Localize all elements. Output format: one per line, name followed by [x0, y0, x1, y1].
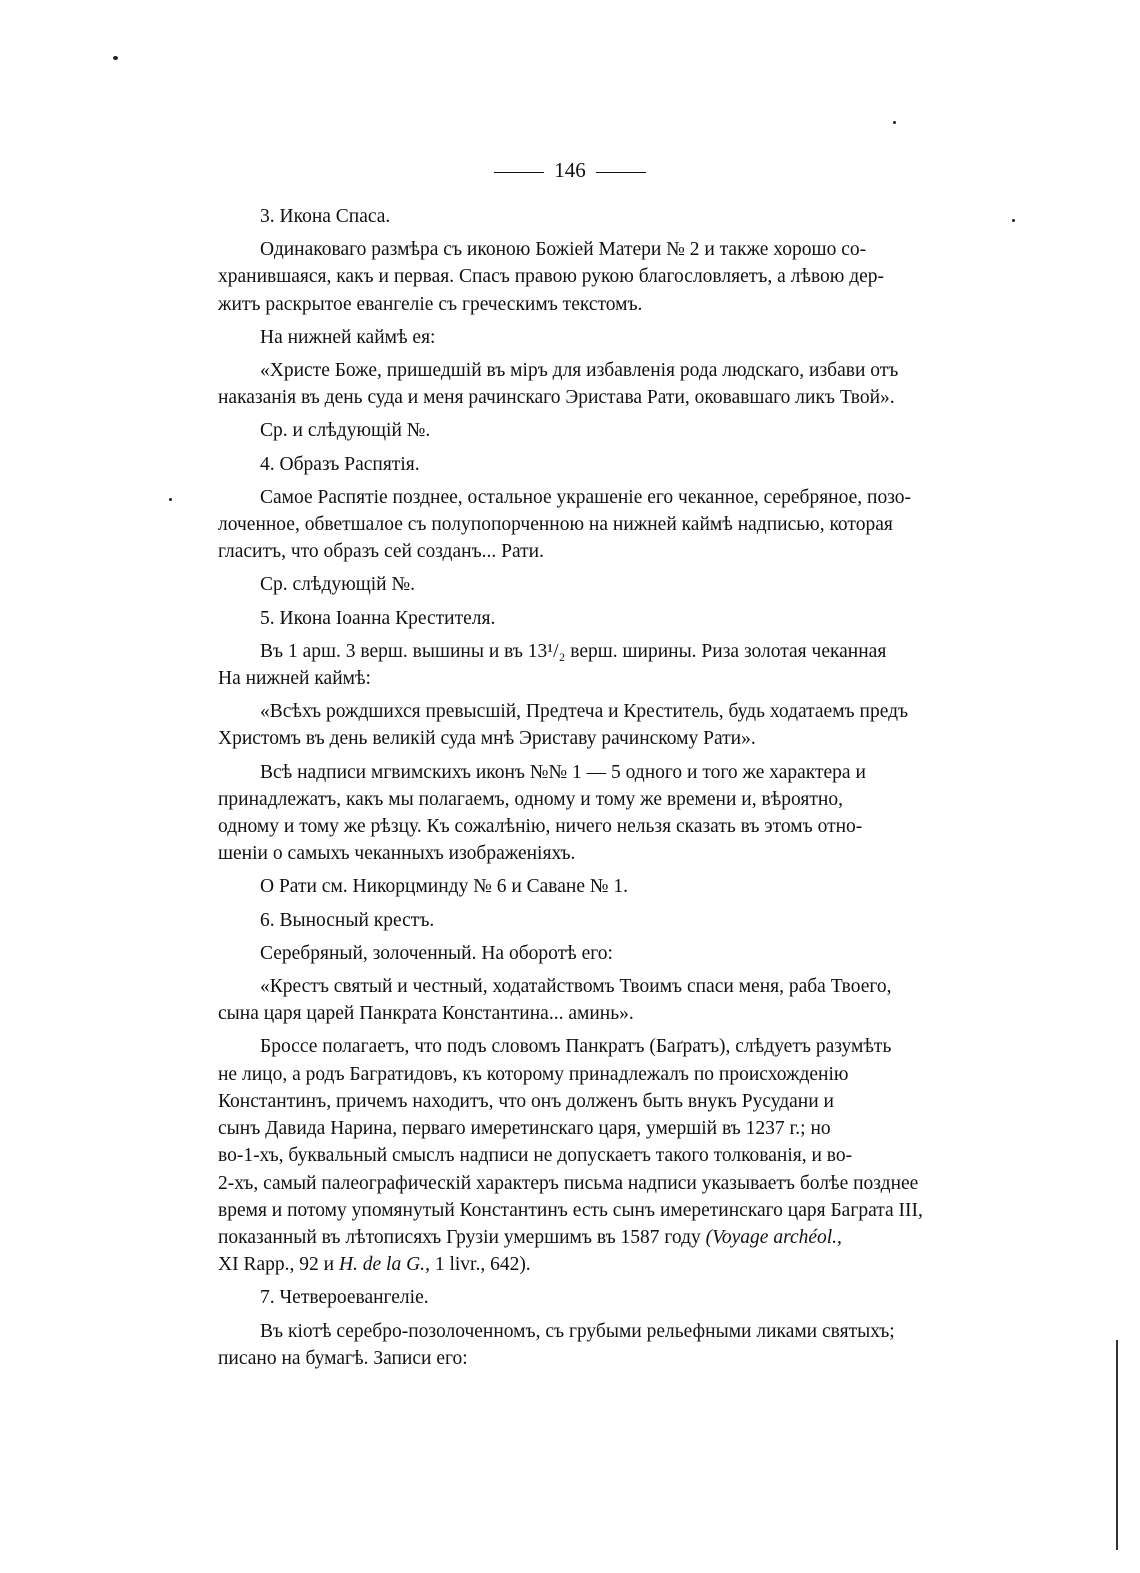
paragraph: Самое Распятіе позднее, остальное украшеніе его чеканное, серебряное, позо- лоченное, обветшалое съ полупопорченною на нижней каймѣ надписью, которая гласитъ, что образъ сей созданъ... Рати.	[218, 486, 912, 563]
section-heading: 5. Икона Іоанна Крестителя.	[260, 607, 496, 629]
page-body	[218, 203, 980, 1378]
section-heading: 4. Образъ Распятія.	[260, 453, 420, 475]
paragraph: Серебряный, золоченный. На оборотѣ его:	[260, 942, 613, 964]
scan-speck	[169, 498, 172, 501]
inscription-quote: «Всѣхъ рождшихся превысшій, Предтеча и Креститель, будь ходатаемъ предъ Христомъ въ день великій суда мнѣ Эриставу рачинскому Рати».	[218, 701, 909, 750]
header-rule-right	[596, 172, 646, 173]
paragraph: На нижней каймѣ ея:	[260, 326, 436, 348]
paragraph: Ср. слѣдующій №.	[260, 574, 415, 596]
inscription-quote: «Крестъ святый и честный, ходатайствомъ Твоимъ спаси меня, раба Твоего, сына царя царей Панкрата Константина... аминь».	[218, 976, 892, 1025]
section-heading: 7. Четвероевангеліе.	[260, 1287, 429, 1309]
paragraph: Всѣ надписи мгвимскихъ иконъ №№ 1 — 5 одного и того же характера и принадлежатъ, какъ мы полагаемъ, одному и тому же времени и, вѣроятно, одному и тому же рѣзцу. Къ сожалѣнію, ничего нельзя сказать въ этомъ отно- шеніи о самыхъ чеканныхъ изображеніяхъ.	[218, 761, 866, 865]
scan-edge-line	[1116, 1340, 1118, 1550]
page-number: 146	[554, 158, 586, 182]
section-heading: 3. Икона Спаса.	[260, 206, 391, 227]
scan-speck	[113, 56, 118, 60]
paragraph: Одинаковаго размѣра съ иконою Божіей Матери № 2 и также хорошо со- хранившаяся, какъ и первая. Спасъ правою рукою благословляетъ, а лѣвою дер- житъ раскрытое евангеліе съ греческимъ текстомъ.	[218, 239, 885, 315]
paragraph: О Рати см. Никорцминду № 6 и Саване № 1.	[260, 876, 628, 898]
paragraph: Ср. и слѣдующій №.	[260, 420, 431, 442]
section-heading: 6. Выносный крестъ.	[260, 909, 435, 931]
paragraph: Въ кіотѣ серебро-позолоченномъ, съ грубыми рельефными ликами святыхъ; писано на бумагѣ. Записи его:	[218, 1320, 895, 1369]
scan-speck	[1012, 219, 1015, 222]
page-header	[0, 158, 1140, 183]
scan-speck	[893, 121, 896, 124]
header-rule-left	[494, 172, 544, 173]
inscription-quote: «Христе Боже, пришедшій въ міръ для избавленія рода людскаго, избави отъ наказанія въ день суда и меня рачинскаго Эристава Рати, оковавшаго ликъ Твой».	[218, 360, 899, 409]
paragraph: Броссе полагаетъ, что подъ словомъ Панкратъ (Баґратъ), слѣдуетъ разумѣть не лицо, а родъ Багратидовъ, къ которому принадлежалъ по происхожденію Константинъ, причемъ находитъ, что онъ долженъ быть внукъ Русудани и сынъ Давида Нарина, перваго имеретинскаго царя, умершій въ 1237 г.; но во-1-хъ, буквальный смыслъ надписи не допускаетъ такого толкованія, и во- 2-хъ, самый палеографическій характеръ письма надписи указываетъ болѣе позднее время и потому упомянутый Константинъ есть сынъ имеретинскаго царя Баграта III, показанный въ лѣтописяхъ Грузіи умершимъ въ 1587 году (Voyage archéol., XI Rapp., 92 и H. de la G., 1 livr., 642).	[218, 1036, 923, 1276]
paragraph: Въ 1 арш. 3 верш. вышины и въ 13¹/₂ верш. ширины. Риза золотая чеканная На нижней каймѣ:	[218, 640, 887, 690]
